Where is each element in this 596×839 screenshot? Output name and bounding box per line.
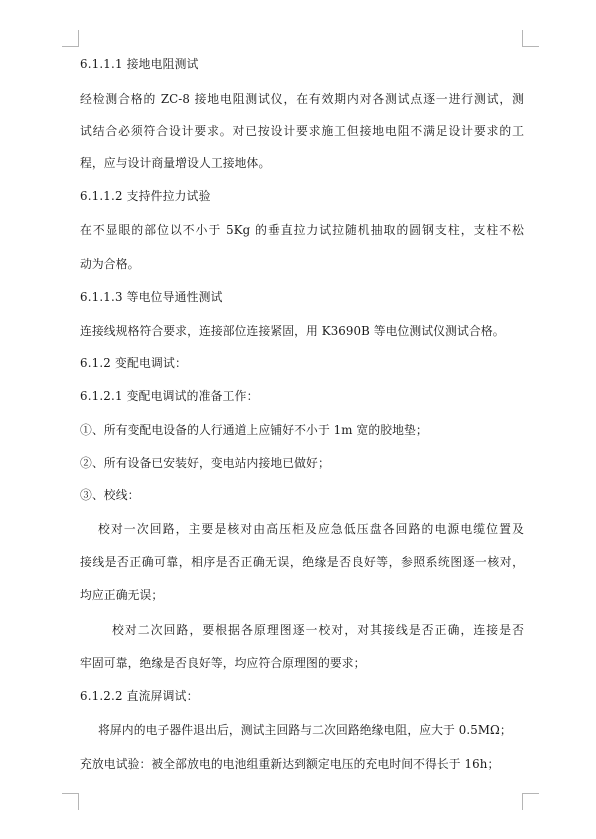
section-heading-6-1-2-2: 6.1.2.2 直流屏调试： (80, 689, 199, 703)
section-heading-6-1-1-1: 6.1.1.1 接地电阻测试 (80, 57, 199, 71)
paragraph-line: 试结合必须符合设计要求。对已按设计要求施工但接地电阻不满足设计要求的工 (80, 124, 524, 138)
corner-crop-mark-top-right (522, 30, 539, 47)
paragraph-line: 程，应与设计商量增设人工接地体。 (80, 156, 271, 170)
corner-crop-mark-bottom-left (62, 793, 79, 810)
paragraph-line: 在不显眼的部位以不小于 5Kg 的垂直拉力试拉随机抽取的圆钢支柱，支柱不松 (80, 223, 524, 237)
paragraph-line: 将屏内的电子器件退出后，测试主回路与二次回路绝缘电阻，应大于 0.5MΩ； (98, 723, 512, 737)
section-heading-6-1-2: 6.1.2 变配电调试： (80, 356, 187, 370)
list-item: ③、校线： (80, 488, 140, 502)
corner-crop-mark-bottom-right (522, 793, 539, 810)
paragraph-line: 充放电试验：被全部放电的电池组重新达到额定电压的充电时间不得长于 16h； (80, 757, 500, 771)
paragraph-line: 接线是否正确可靠，相序是否正确无误，绝缘是否良好等，参照系统图逐一核对， (80, 555, 524, 569)
paragraph-line: 连接线规格符合要求，连接部位连接紧固，用 K3690B 等电位测试仪测试合格。 (80, 324, 505, 338)
section-heading-6-1-1-3: 6.1.1.3 等电位导通性测试 (80, 290, 223, 304)
list-item: ②、所有设备已安装好，变电站内接地已做好； (80, 456, 330, 470)
section-heading-6-1-2-1: 6.1.2.1 变配电调试的准备工作： (80, 389, 259, 403)
paragraph-line: 牢固可靠，绝缘是否良好等，均应符合原理图的要求； (80, 656, 366, 670)
paragraph-line: 动为合格。 (80, 257, 140, 271)
paragraph-line: 经检测合格的 ZC-8 接地电阻测试仪，在有效期内对各测试点逐一进行测试，测 (80, 92, 524, 106)
paragraph-line: 校对二次回路，要根据各原理图逐一校对，对其接线是否正确，连接是否 (112, 623, 524, 637)
list-item: ①、所有变配电设备的人行通道上应铺好不小于 1m 宽的胶地垫； (80, 423, 428, 437)
paragraph-line: 均应正确无误； (80, 588, 164, 602)
paragraph-line: 校对一次回路，主要是核对由高压柜及应急低压盘各回路的电源电缆位置及 (98, 522, 524, 536)
corner-crop-mark-top-left (62, 30, 79, 47)
section-heading-6-1-1-2: 6.1.1.2 支持件拉力试验 (80, 189, 211, 203)
